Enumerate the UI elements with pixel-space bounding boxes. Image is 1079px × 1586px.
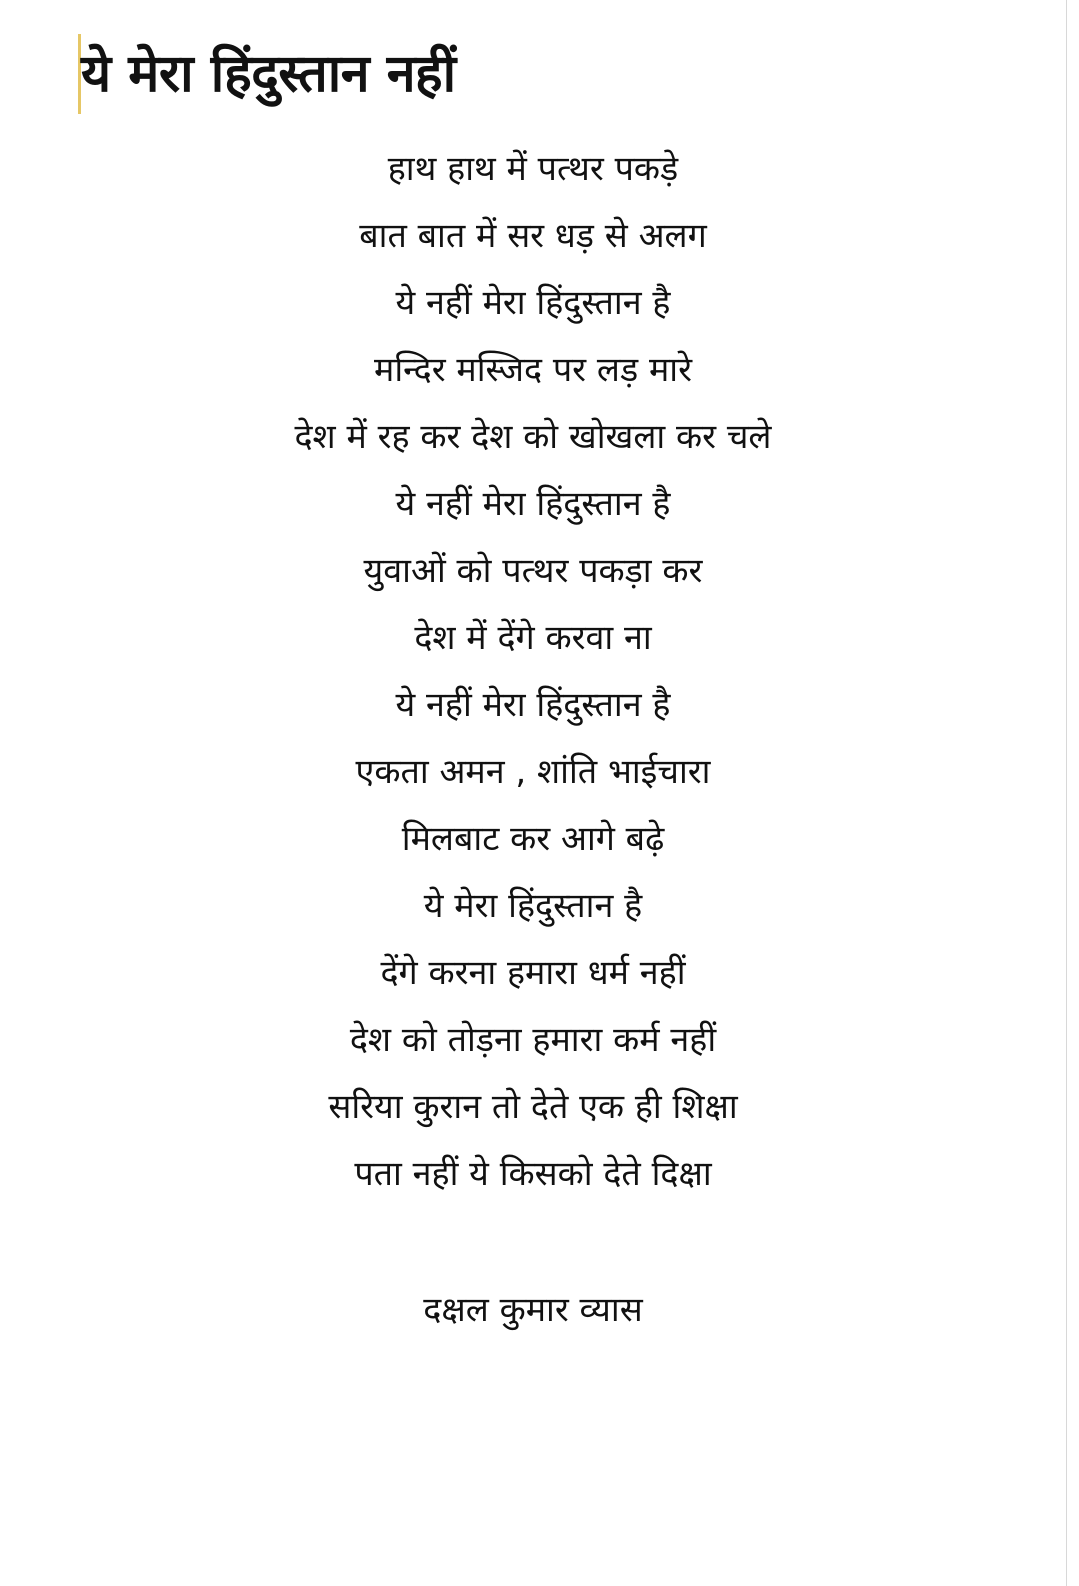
- poem-line[interactable]: मन्दिर मस्जिद पर लड़ मारे: [374, 350, 692, 390]
- title-row: [78, 34, 456, 114]
- poem-line[interactable]: बात बात में सर धड़ से अलग: [359, 216, 707, 256]
- poem-line[interactable]: देश में रह कर देश को खोखला कर चले: [294, 417, 772, 457]
- poem-line[interactable]: ये नहीं मेरा हिंदुस्तान है: [395, 283, 671, 323]
- poem-line[interactable]: एकता अमन , शांति भाईचारा: [355, 752, 711, 792]
- poem-line[interactable]: पता नहीं ये किसको देते दिक्षा: [354, 1154, 712, 1194]
- poem-body: [0, 136, 1066, 1208]
- poem-line[interactable]: ये नहीं मेरा हिंदुस्तान है: [395, 484, 671, 524]
- poem-line[interactable]: देश को तोड़ना हमारा कर्म नहीं: [349, 1020, 717, 1060]
- poem-line[interactable]: मिलबाट कर आगे बढ़े: [401, 819, 665, 859]
- poem-title[interactable]: ये मेरा हिंदुस्तान नहीं: [81, 44, 456, 104]
- poem-line[interactable]: ये नहीं मेरा हिंदुस्तान है: [395, 685, 671, 725]
- poem-line[interactable]: देश में देंगे करवा ना: [414, 618, 652, 658]
- poem-line[interactable]: सरिया कुरान तो देते एक ही शिक्षा: [328, 1087, 738, 1127]
- page-edge-divider: [1066, 0, 1067, 1586]
- poem-line[interactable]: ये मेरा हिंदुस्तान है: [423, 886, 643, 926]
- author-name[interactable]: दक्षल कुमार व्यास: [423, 1290, 643, 1330]
- poem-line[interactable]: हाथ हाथ में पत्थर पकड़े: [387, 149, 679, 189]
- poem-line[interactable]: युवाओं को पत्थर पकड़ा कर: [363, 551, 703, 591]
- poem-line[interactable]: देंगे करना हमारा धर्म नहीं: [380, 953, 686, 993]
